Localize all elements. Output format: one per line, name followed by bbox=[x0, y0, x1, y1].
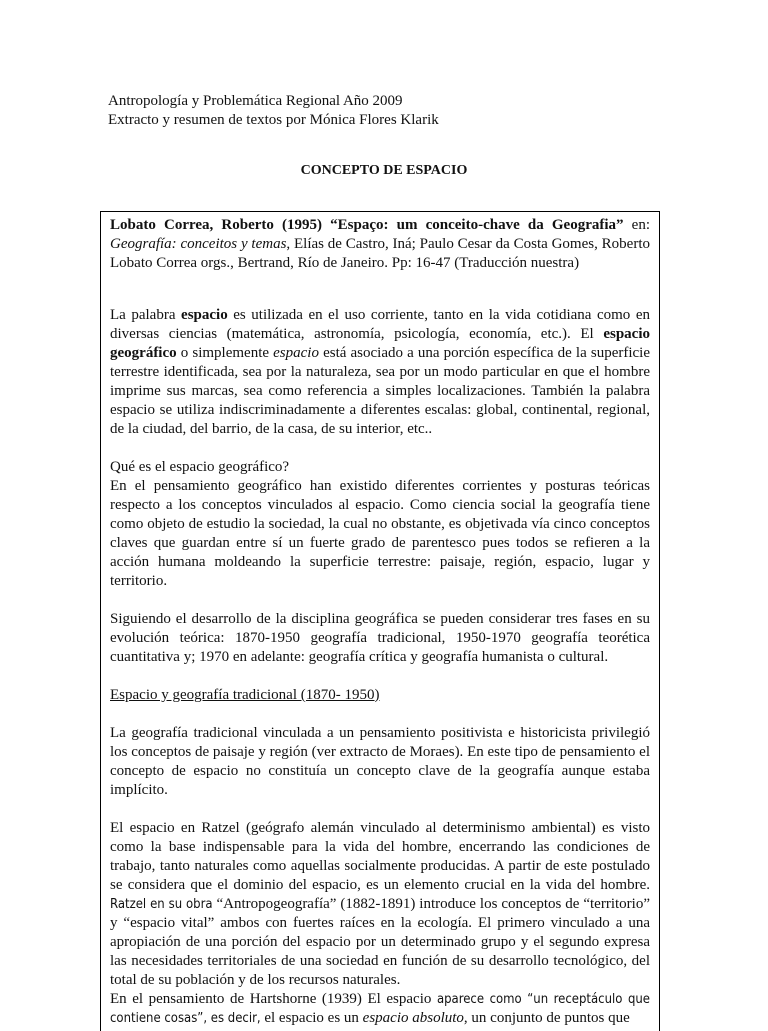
text-run: Ratzel en su obra bbox=[110, 897, 213, 912]
text-run: aparece como “un receptáculo que contiene cosas”, es decir, bbox=[110, 992, 650, 1026]
content-box bbox=[100, 211, 660, 1031]
question-heading: Qué es el espacio geográfico? bbox=[110, 459, 290, 475]
citation-book: Geografía: conceitos y temas bbox=[110, 236, 287, 252]
paragraph-4: La geografía tradicional vinculada a un pensamiento positivista e historicista privilegió los conceptos de paisaje y región (ver extracto de Moraes). En este tipo de pensamiento el concepto de espacio no constituía un concepto clave de la geografía aunque estaba implícito. bbox=[110, 725, 650, 798]
paragraph-5 bbox=[110, 819, 650, 990]
citation-author-title: Lobato Correa, Roberto (1995) “Espaço: um conceito-chave da Geografia” bbox=[110, 217, 624, 233]
document-header bbox=[108, 92, 439, 130]
text-run: La palabra bbox=[110, 307, 182, 323]
text-run: En el pensamiento de Hartshorne (1939) El espacio bbox=[110, 991, 437, 1007]
citation-rest: , Elías de Castro, Iná; Paulo Cesar da Costa Gomes, Roberto Lobato Correa orgs., Bertrand, Río de Janeiro. Pp: 16-47 (Traducción nuestra) bbox=[110, 236, 650, 271]
bold-term: espacio geográfico bbox=[110, 326, 650, 361]
course-line: Antropología y Problemática Regional Año 2009 bbox=[108, 93, 403, 109]
paragraph-1 bbox=[110, 306, 650, 439]
paragraph-3: Siguiendo el desarrollo de la disciplina geográfica se pueden considerar tres fases en su evolución teórica: 1870-1950 geografía tradicional, 1950-1970 geografía teorética cuantitativa y; 1970 en adelante: geografía crítica y geografía humanista o cultural. bbox=[110, 611, 650, 665]
paragraph-2: En el pensamiento geográfico han existido diferentes corrientes y posturas teóricas respecto a los conceptos vinculados al espacio. Como ciencia social la geografía tiene como objeto de estudio la sociedad, la cual no obstante, es objetivada vía cinco conceptos claves que guardan entre sí un fuerte grado de parentesco pues todos se refieren a la acción humana moldeando la superficie terrestre: paisaje, región, espacio, lugar y territorio. bbox=[110, 478, 650, 589]
text-run: , un conjunto de puntos que bbox=[463, 1010, 630, 1026]
document-title: CONCEPTO DE ESPACIO bbox=[300, 163, 468, 178]
citation-en: en: bbox=[623, 217, 650, 233]
text-run: el espacio es un bbox=[260, 1010, 363, 1026]
section-heading: Espacio y geografía tradicional (1870- 1950) bbox=[110, 687, 380, 703]
bold-term: espacio bbox=[181, 307, 228, 323]
author-line: Extracto y resumen de textos por Mónica Flores Klarik bbox=[108, 112, 439, 128]
italic-term: espacio absoluto bbox=[362, 1010, 464, 1026]
text-run: El espacio en Ratzel (geógrafo alemán vinculado al determinismo ambiental) es visto como la base indispensable para la vida del hombre, encerrando las condiciones de trabajo, tanto naturales como aquellas socialmente producidas. A partir de este postulado se considera que el dominio del espacio, es un elemento crucial en la vida del hombre. bbox=[110, 820, 650, 893]
text-run: está asociado a una porción específica de la superficie terrestre identificada, sea por la naturaleza, sea por un modo particular en que el hombre imprime sus marcas, sea como referencia a simples localizaciones. También la palabra espacio se utiliza indiscriminadamente a diferentes escalas: global, continental, regional, de la ciudad, del barrio, de la casa, de su interior, etc.. bbox=[110, 345, 650, 437]
text-run: o simplemente bbox=[176, 345, 274, 361]
paragraph-6 bbox=[110, 990, 650, 1028]
citation bbox=[110, 216, 650, 273]
text-run: “Antropogeografía” (1882-1891) introduce los conceptos de “territorio” y “espacio vital” ambos con fuertes raíces en la ecología. El primero vinculado a una apropiación de una porción del espacio por un determinado grupo y el segundo expresa las necesidades territoriales de una sociedad en función de su desarrollo tecnológico, del total de su población y de los recursos naturales. bbox=[110, 896, 650, 988]
italic-term: espacio bbox=[273, 345, 319, 361]
text-run: es utilizada en el uso corriente, tanto en la vida cotidiana como en diversas ciencias (matemática, astronomía, psicología, economía, etc.). El bbox=[110, 307, 650, 342]
